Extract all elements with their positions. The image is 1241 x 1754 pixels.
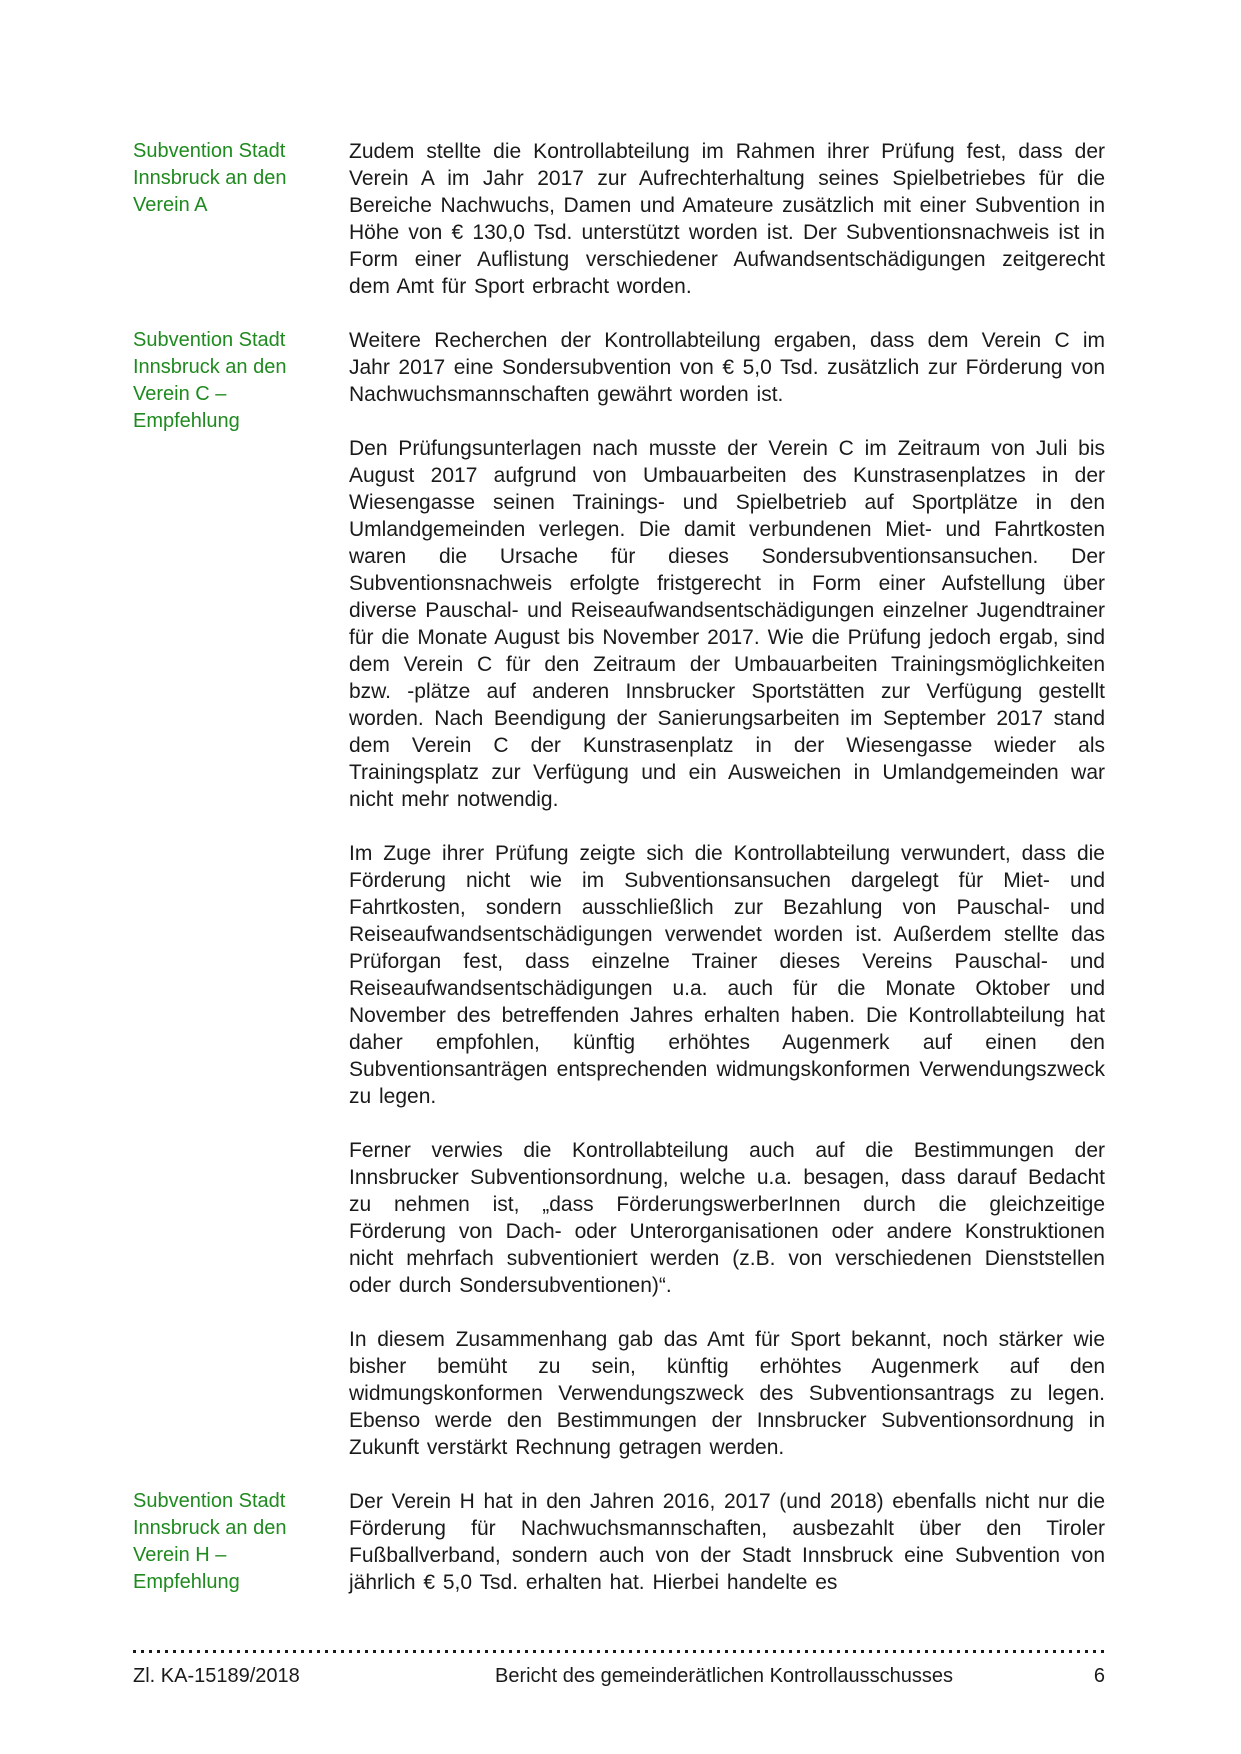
page-footer: [133, 1650, 1105, 1689]
body-paragraph: Ferner verwies die Kontrollabteilung auch auf die Bestimmungen der Innsbrucker Subventionsordnung, welche u.a. besagen, dass darauf Bedacht zu nehmen ist, „dass FörderungswerberInnen durch die gleichzeitige Förderung von Dach- oder Unterorganisationen oder andere Konstruktionen nicht mehrfach subventioniert werden (z.B. von verschiedenen Dienststellen oder durch Sondersubventionen)“.: [349, 1139, 1105, 1297]
body-paragraph: Im Zuge ihrer Prüfung zeigte sich die Kontrollabteilung verwundert, dass die Förderung nicht wie im Subventionsansuchen dargelegt für Miet- und Fahrtkosten, sondern ausschließlich zur Bezahlung von Pauschal- und Reiseaufwandsentschädigungen verwendet worden ist. Außerdem stellte das Prüforgan fest, dass einzelne Trainer dieses Vereins Pauschal- und Reiseaufwandsentschädigungen u.a. auch für die Monate Oktober und November des betreffenden Jahres erhalten haben. Die Kontrollabteilung hat daher empfohlen, künftig erhöhtes Augenmerk auf einen den Subventionsanträgen entsprechenden widmungskonformen Verwendungszweck zu legen.: [349, 842, 1105, 1108]
section-subvention-verein-a: [133, 138, 1105, 300]
page-content: [133, 138, 1105, 1623]
footer-meta: [133, 1663, 1105, 1689]
footer-page-number: 6: [1093, 1665, 1105, 1687]
body-paragraph: In diesem Zusammenhang gab das Amt für Sport bekannt, noch stärker wie bisher bemüht zu sein, künftig erhöhtes Augenmerk auf den widmungskonformen Verwendungszweck des Subventionsantrags zu legen. Ebenso werde den Bestimmungen der Innsbrucker Subventionsordnung in Zukunft verstärkt Rechnung getragen werden.: [349, 1328, 1105, 1459]
footer-reference-number: Zl. KA-15189/2018: [133, 1665, 300, 1687]
body-paragraph: Weitere Recherchen der Kontrollabteilung ergaben, dass dem Verein C im Jahr 2017 eine Sondersubvention von € 5,0 Tsd. zusätzlich zur Förderung von Nachwuchsmannschaften gewährt worden ist.: [349, 329, 1105, 406]
footer-document-title: Bericht des gemeinderätlichen Kontrollausschusses: [494, 1665, 954, 1687]
body-paragraph: Zudem stellte die Kontrollabteilung im Rahmen ihrer Prüfung fest, dass der Verein A im Jahr 2017 zur Aufrechterhaltung seines Spielbetriebes für die Bereiche Nachwuchs, Damen und Amateure zusätzlich mit einer Subvention in Höhe von € 130,0 Tsd. unterstützt worden ist. Der Subventionsnachweis ist in Form einer Auflistung verschiedener Aufwandsentschädigungen zeitgerecht dem Amt für Sport erbracht worden.: [349, 140, 1105, 298]
section-body: [349, 327, 1105, 1461]
margin-note-verein-c: Subvention Stadt Innsbruck an den Verein C – Empfehlung: [133, 329, 287, 432]
body-paragraph: Der Verein H hat in den Jahren 2016, 2017 (und 2018) ebenfalls nicht nur die Förderung für Nachwuchsmannschaften, ausbezahlt über den Tiroler Fußballverband, sondern auch von der Stadt Innsbruck eine Subvention von jährlich € 5,0 Tsd. erhalten hat. Hierbei handelte es: [349, 1490, 1105, 1594]
section-body: [349, 1488, 1105, 1596]
section-body: [349, 138, 1105, 300]
section-subvention-verein-h: [133, 1488, 1105, 1596]
margin-note-verein-h: Subvention Stadt Innsbruck an den Verein H – Empfehlung: [133, 1490, 287, 1593]
margin-note-verein-a: Subvention Stadt Innsbruck an den Verein A: [133, 140, 287, 216]
footer-dotted-rule: [133, 1650, 1105, 1653]
section-subvention-verein-c: [133, 327, 1105, 1461]
body-paragraph: Den Prüfungsunterlagen nach musste der Verein C im Zeitraum von Juli bis August 2017 aufgrund von Umbauarbeiten des Kunstrasenplatzes in der Wiesengasse seinen Trainings- und Spielbetrieb auf Sportplätze in den Umlandgemeinden verlegen. Die damit verbundenen Miet- und Fahrtkosten waren die Ursache für dieses Sondersubventionsansuchen. Der Subventionsnachweis erfolgte fristgerecht in Form einer Aufstellung über diverse Pauschal- und Reiseaufwandsentschädigungen einzelner Jugendtrainer für die Monate August bis November 2017. Wie die Prüfung jedoch ergab, sind dem Verein C für den Zeitraum der Umbauarbeiten Trainingsmöglichkeiten bzw. -plätze auf anderen Innsbrucker Sportstätten zur Verfügung gestellt worden. Nach Beendigung der Sanierungsarbeiten im September 2017 stand dem Verein C der Kunstrasenplatz in der Wiesengasse wieder als Trainingsplatz zur Verfügung und ein Ausweichen in Umlandgemeinden war nicht mehr notwendig.: [349, 437, 1105, 811]
